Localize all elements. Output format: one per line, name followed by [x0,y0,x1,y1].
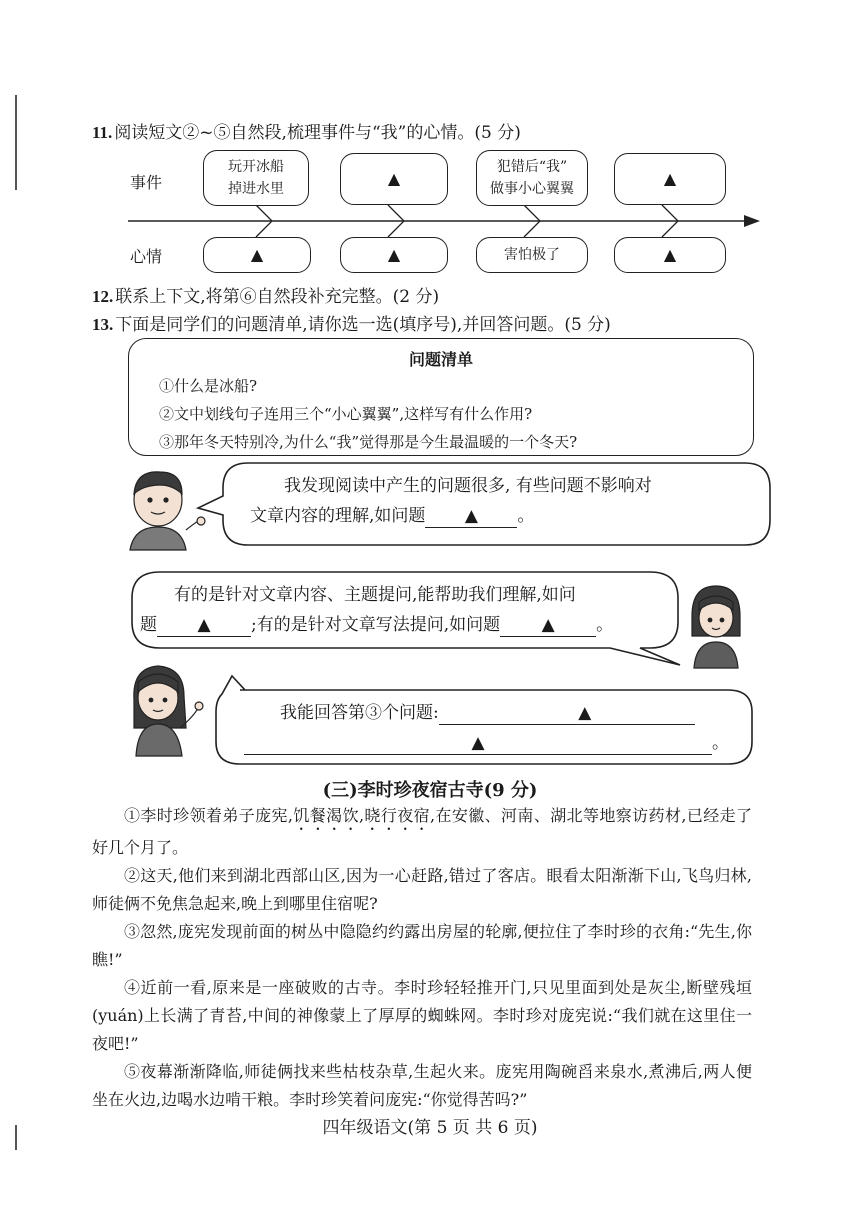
bubble-2-text-part: 题 [140,615,157,635]
answer-blank-marker: ▲ [471,733,485,753]
question-list-item: ③那年冬天特别冷,为什么“我”觉得那是今生最温暖的一个冬天? [159,433,578,451]
answer-blank[interactable] [244,732,712,755]
bubble-3-prompt: 我能回答第③个问题: [280,703,439,723]
bubble-2-text [140,580,670,640]
bubble-1-text [250,471,750,531]
bubble-2-line1: 有的是针对文章内容、主题提问,能帮助我们理解,如问 [174,585,576,605]
question-list-item: ①什么是冰船? [159,377,258,395]
panel-title: 问题清单 [408,350,473,369]
answer-blank[interactable] [425,505,517,528]
question-text: 下面是同学们的问题清单,请你选一选(填序号),并回答问题。(5 分) [115,315,611,335]
girl-illustration-left [134,666,203,756]
answer-blank[interactable] [157,614,251,637]
event-text: 掉进水里 [228,181,284,197]
passage-paragraph-4: ④近前一看,原来是一座破败的古寺。李时珍轻轻推开门,只见里面到处是灰尘,断壁残垣(yuán)上长满了青苔,中间的神像蒙上了厚厚的蜘蛛网。李时珍对庞宪说:“我们就在这里住一夜吧!” [92,978,752,1053]
bubble-3-text [244,698,744,758]
question-text: 阅读短文②~⑤自然段,梳理事件与“我”的心情。(5 分) [114,123,521,143]
passage-paragraph-1 [92,802,752,862]
answer-blank[interactable] [439,702,695,725]
passage-paragraph-3: ③忽然,庞宪发现前面的树丛中隐隐约约露出房屋的轮廓,便拉住了李时珍的衣角:“先生,你瞧!” [92,922,752,969]
answer-blank-marker: ▲ [663,245,677,264]
punctuation: 。 [517,506,535,526]
answer-blank[interactable] [500,614,596,637]
bubble-1-line1: 我发现阅读中产生的问题很多, 有些问题不影响对 [284,476,652,496]
question-list-item: ②文中划线句子连用三个“小心翼翼”,这样写有什么作用? [159,405,533,423]
girl-illustration-right [692,586,740,668]
answer-blank-marker: ▲ [250,245,264,264]
event-text: 玩开冰船 [228,159,284,175]
answer-blank-marker: ▲ [387,245,401,264]
section-title: (三)李时珍夜宿古寺(9 分) [322,780,538,801]
passage-text: ,在安徽、河南、湖北等地察访药材,已经走了好几个月了。 [92,806,752,857]
answer-blank-marker: ▲ [387,169,401,188]
event-text: 做事小心翼翼 [490,181,574,197]
boy-illustration [130,472,205,550]
answer-blank-marker: ▲ [663,169,677,188]
question-number: 11. [92,123,113,142]
punctuation: 。 [712,733,729,753]
answer-blank-marker: ▲ [197,615,211,635]
question-text: 联系上下文,将第⑥自然段补充完整。(2 分) [115,287,440,307]
page-footer: 四年级语文(第 5 页 共 6 页) [322,1118,538,1138]
event-text: 犯错后“我” [496,159,568,175]
punctuation: 。 [596,615,614,635]
question-number: 13. [92,315,114,334]
passage-paragraph-2: ②这天,他们来到湖北西部山区,因为一心赶路,错过了客店。眼看太阳渐渐下山,飞鸟归林,师徒俩不免焦急起来,晚上到哪里住宿呢? [92,866,752,913]
bubble-2-text-part: ;有的是针对文章写法提问,如问题 [251,615,501,635]
question-number: 12. [92,287,114,306]
row-label-event: 事件 [130,173,163,192]
passage-text: ①李时珍领着弟子庞宪, [124,806,293,825]
passage-paragraph-5: ⑤夜幕渐渐降临,师徒俩找来些枯枝杂草,生起火来。庞宪用陶碗舀来泉水,煮沸后,两人便坐在火边,边喝水边啃干粮。李时珍笑着问庞宪:“你觉得苦吗?” [92,1062,752,1109]
passage [92,802,752,1114]
answer-blank-marker: ▲ [541,615,555,635]
answer-blank-marker: ▲ [464,506,478,526]
bubble-1-line2: 文章内容的理解,如问题 [250,506,426,526]
emphasized-phrase: 饥餐渴饮,晓行夜宿 [293,806,430,825]
mood-text: 害怕极了 [504,247,560,263]
row-label-mood: 心情 [130,247,163,266]
answer-blank-marker: ▲ [578,703,592,723]
